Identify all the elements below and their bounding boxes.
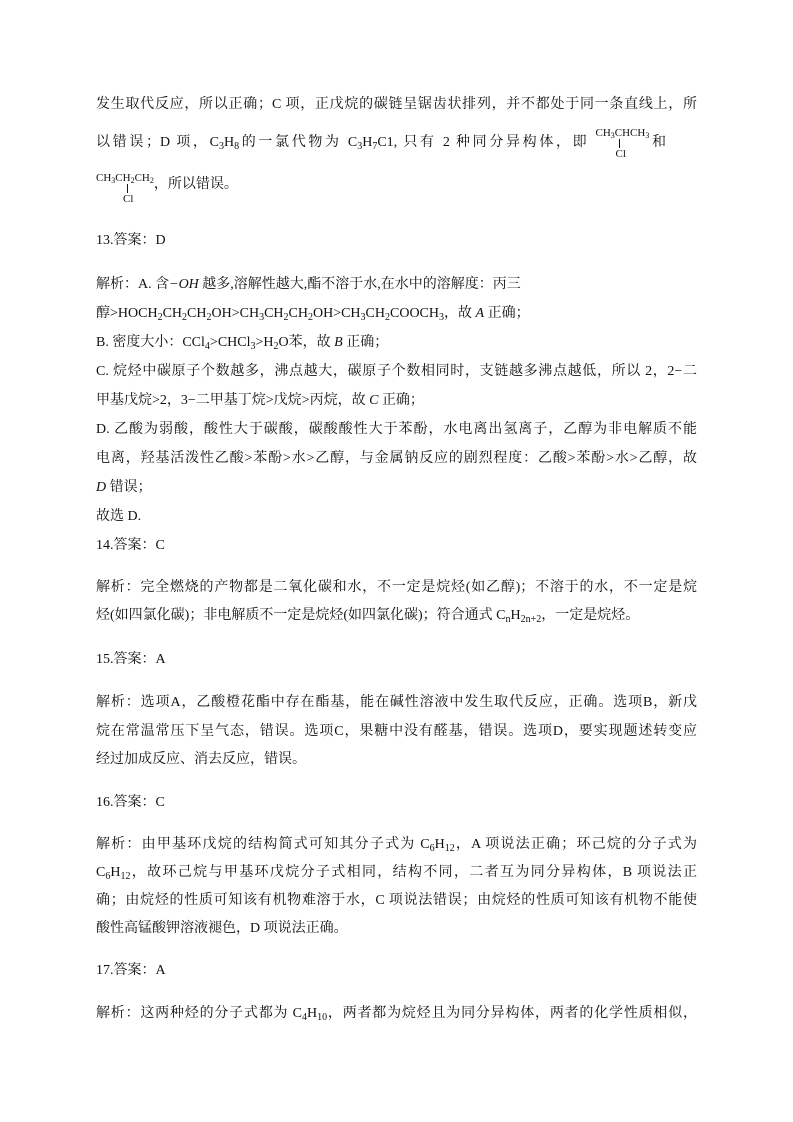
text-line xyxy=(96,227,697,255)
formula-text: CH xyxy=(162,306,183,321)
formula-text: O xyxy=(278,335,289,350)
formula-text: CH xyxy=(365,306,385,321)
structural-formula xyxy=(96,172,154,205)
formula-text: OH>CH xyxy=(211,306,260,321)
text-run: H xyxy=(434,837,445,852)
italic-text: D xyxy=(96,480,107,495)
formula-subscript: 2n+2 xyxy=(520,614,542,625)
text-run: 甲基戊烷>2，3−二甲基丁烷>戊烷>丙烷，故 xyxy=(96,393,370,408)
paragraph xyxy=(96,415,697,502)
text-run: 正确； xyxy=(378,393,424,408)
paragraph xyxy=(96,574,697,630)
structural-formula-chain xyxy=(96,172,154,184)
formula-subscript: 3 xyxy=(439,312,445,323)
formula-subscript: 2 xyxy=(157,312,163,323)
paragraph xyxy=(96,502,697,531)
text-line xyxy=(96,386,697,415)
formula-text: C1 xyxy=(377,135,394,150)
subscript: 6 xyxy=(429,843,435,854)
subscript: 6 xyxy=(105,871,111,882)
text-run: D. 乙酸为弱酸，酸性大于碳酸，碳酸酸性大于苯酚，水电离出氢离子，乙醇为非电解质不能 xyxy=(96,422,697,437)
formula-text: HOCH xyxy=(117,306,158,321)
text-run: 和 xyxy=(649,135,666,150)
text-run: ，故环己烷与甲基环戊烷分子式相同，结构不同，二者互为同分异构体，B 项说法正 xyxy=(130,865,697,880)
text-run: ，两者都为烷烃且为同分异构体，两者的化学性质相似， xyxy=(327,1006,697,1021)
formula-text: H xyxy=(223,135,235,150)
text-line xyxy=(96,859,697,887)
text-line xyxy=(96,502,697,531)
text-run: 16.答案：C xyxy=(96,795,165,810)
text-line xyxy=(96,574,697,602)
formula-subscript: 3 xyxy=(259,312,265,323)
formula-subscript: 3 xyxy=(610,131,615,140)
formula-text: >CHCl xyxy=(209,335,251,350)
bond-line xyxy=(127,184,128,193)
text-run: 正确； xyxy=(484,306,530,321)
text-run: C. 烷烃中碳原子个数越多，沸点越大，碳原子个数相同时，支链越多沸点越低，所以 2，2−二 xyxy=(96,364,697,379)
q17-answer xyxy=(96,957,697,985)
text-line xyxy=(96,444,697,473)
paragraph xyxy=(96,328,697,357)
paragraph xyxy=(96,532,697,560)
q17-analysis xyxy=(96,1000,697,1028)
text-run: 解析：这两种烃的分子式都为 xyxy=(96,1006,293,1021)
text-run: 经过加成反应、消去反应，错误。 xyxy=(96,752,306,767)
text-run: 电离，羟基活泼性乙酸>苯酚>水>乙醇，与金属钠反应的剧烈程度：乙酸>苯酚>水>乙醇，故 xyxy=(96,451,697,466)
italic-text: B xyxy=(334,335,343,350)
structural-formula-chain xyxy=(595,127,649,139)
paragraph xyxy=(96,270,697,328)
text-run: 确；由烷烃的性质可知该有机物难溶于水，C 项说法错误；由烷烃的性质可知该有机物不能使 xyxy=(96,893,697,908)
q13-analysis xyxy=(96,270,697,531)
text-run: 13.答案：D xyxy=(96,233,166,248)
formula-subscript: 2 xyxy=(149,176,154,185)
q16-answer xyxy=(96,789,697,817)
formula-text: CHCH xyxy=(614,127,646,139)
formula-text: CH xyxy=(595,127,611,139)
formula-text: CH xyxy=(115,172,131,184)
formula-subscript: 3 xyxy=(357,141,363,152)
formula-text: H xyxy=(510,608,521,623)
text-run: ，A 项说法正确；环己烷的分子式为 xyxy=(454,837,698,852)
text-line xyxy=(96,299,697,328)
text-line xyxy=(96,887,697,915)
text-line xyxy=(96,689,697,718)
text-line xyxy=(96,162,697,208)
formula-text: >H xyxy=(255,335,274,350)
structural-formula xyxy=(595,127,649,160)
formula-text: C xyxy=(209,135,219,150)
q14-answer xyxy=(96,532,697,560)
formula-subscript: 2 xyxy=(130,176,135,185)
text-run: 的一氯代物为 xyxy=(239,135,348,150)
text-run: 发生取代反应，所以正确；C 项，正戊烷的碳链呈锯齿状排列，并不都处于同一条直线上，所 xyxy=(96,97,697,112)
italic-text: A xyxy=(475,306,485,321)
text-line xyxy=(96,328,697,357)
paragraph xyxy=(96,86,697,208)
formula-text: COOCH xyxy=(390,306,440,321)
formula-subscript: 3 xyxy=(645,131,650,140)
text-run: 正确； xyxy=(342,335,389,350)
formula-text: H xyxy=(306,1006,318,1021)
formula-subscript: 4 xyxy=(301,1012,307,1023)
text-run: C xyxy=(420,837,430,852)
subscript: 12 xyxy=(444,843,455,854)
continued-analysis xyxy=(96,86,697,208)
formula-text: CH xyxy=(264,306,284,321)
formula-subscript: 3 xyxy=(218,141,224,152)
text-run: ，故 xyxy=(444,306,476,321)
formula-text: CH xyxy=(134,172,150,184)
formula-subscript: n xyxy=(505,614,511,625)
text-line xyxy=(96,532,697,560)
text-run: H xyxy=(110,865,121,880)
formula-text: CH xyxy=(96,172,112,184)
text-line xyxy=(96,473,697,502)
text-run: 醇> xyxy=(96,306,118,321)
text-run: 15.答案：A xyxy=(96,652,166,667)
text-line xyxy=(96,646,697,674)
formula-text: CH xyxy=(288,306,308,321)
formula-subscript: 2 xyxy=(283,312,289,323)
formula-subscript: 2 xyxy=(182,312,188,323)
formula-text: C xyxy=(292,1006,302,1021)
text-run: 越多,溶解性越大,酯不溶于水,在水中的溶解度：丙三 xyxy=(198,277,521,292)
q15-answer xyxy=(96,646,697,674)
formula-subscript: 2 xyxy=(307,312,313,323)
formula-text: CCl xyxy=(182,335,205,350)
paragraph xyxy=(96,831,697,943)
text-run: 以错误；D 项， xyxy=(96,135,210,150)
formula-text: H xyxy=(362,135,373,150)
text-run: 错误； xyxy=(106,480,152,495)
text-run: , 只有 2 种同分异构体，即 xyxy=(393,135,596,150)
text-line xyxy=(96,746,697,775)
paragraph xyxy=(96,227,697,255)
paragraph xyxy=(96,957,697,985)
text-run: 故选 D. xyxy=(96,509,142,524)
text-line xyxy=(96,357,697,386)
text-line xyxy=(96,270,697,299)
text-line xyxy=(96,86,697,124)
formula-text: OH>CH xyxy=(312,306,361,321)
formula-text: CH xyxy=(187,306,207,321)
q13-answer xyxy=(96,227,697,255)
text-run: 解析：选项A，乙酸橙花酯中存在酯基，能在碱性溶液中发生取代反应，正确。选项B，新戊 xyxy=(96,695,697,710)
italic-text: −OH xyxy=(169,277,199,292)
text-line xyxy=(96,124,666,162)
formula-subscript: 8 xyxy=(234,141,240,152)
text-line xyxy=(96,957,697,985)
text-run: 解析：A. 含 xyxy=(96,277,170,292)
text-line xyxy=(96,718,697,747)
text-run: 解析：完全燃烧的产物都是二氧化碳和水，不一定是烷烃(如乙醇)；不溶于的水，不一定是烷 xyxy=(96,580,697,595)
text-run: 烷在常温常压下呈气态，错误。选项C，果糖中没有醛基，错误。选项D，要实现题述转变应 xyxy=(96,723,697,739)
text-run: 17.答案：A xyxy=(96,963,166,978)
text-run: 解析：由甲基环戊烷的结构简式可知其分子式为 xyxy=(96,837,421,852)
italic-text: C xyxy=(369,393,379,408)
paragraph xyxy=(96,357,697,415)
subscript: 12 xyxy=(120,871,131,882)
chlorine-atom-label: Cl xyxy=(615,148,626,160)
q16-analysis xyxy=(96,831,697,943)
formula-subscript: 3 xyxy=(111,176,116,185)
formula-subscript: 2 xyxy=(206,312,212,323)
text-line xyxy=(96,831,697,859)
formula-subscript: 2 xyxy=(273,341,279,352)
paragraph xyxy=(96,1000,697,1028)
text-run: ，所以错误。 xyxy=(153,177,238,192)
text-run: 苯，故 xyxy=(288,335,335,350)
formula-subscript: 3 xyxy=(360,312,366,323)
formula-subscript: 4 xyxy=(204,341,210,352)
text-line xyxy=(96,915,697,943)
formula-subscript: 7 xyxy=(372,141,378,152)
text-line xyxy=(96,1000,697,1028)
formula-text: C xyxy=(347,135,358,150)
text-run: B. 密度大小： xyxy=(96,335,183,350)
text-line xyxy=(96,602,697,630)
bond-line xyxy=(619,139,620,148)
text-run: 酸性高锰酸钾溶液褪色，D 项说法正确。 xyxy=(96,921,348,936)
text-run: 14.答案：C xyxy=(96,538,165,553)
paragraph xyxy=(96,689,697,775)
paragraph xyxy=(96,789,697,817)
text-run: 烃(如四氯化碳)；非电解质不一定是烷烃(如四氯化碳)；符合通式 xyxy=(96,608,497,623)
paragraph xyxy=(96,646,697,674)
formula-text: C xyxy=(496,608,506,623)
formula-subscript: 10 xyxy=(317,1012,328,1023)
formula-subscript: 3 xyxy=(250,341,256,352)
chlorine-atom-label: Cl xyxy=(123,193,134,205)
q15-analysis xyxy=(96,689,697,775)
text-line xyxy=(96,789,697,817)
text-run: C xyxy=(96,865,106,880)
formula-subscript: 2 xyxy=(385,312,390,323)
text-line xyxy=(96,415,697,444)
q14-analysis xyxy=(96,574,697,630)
text-run: ，一定是烷烃。 xyxy=(541,608,640,623)
